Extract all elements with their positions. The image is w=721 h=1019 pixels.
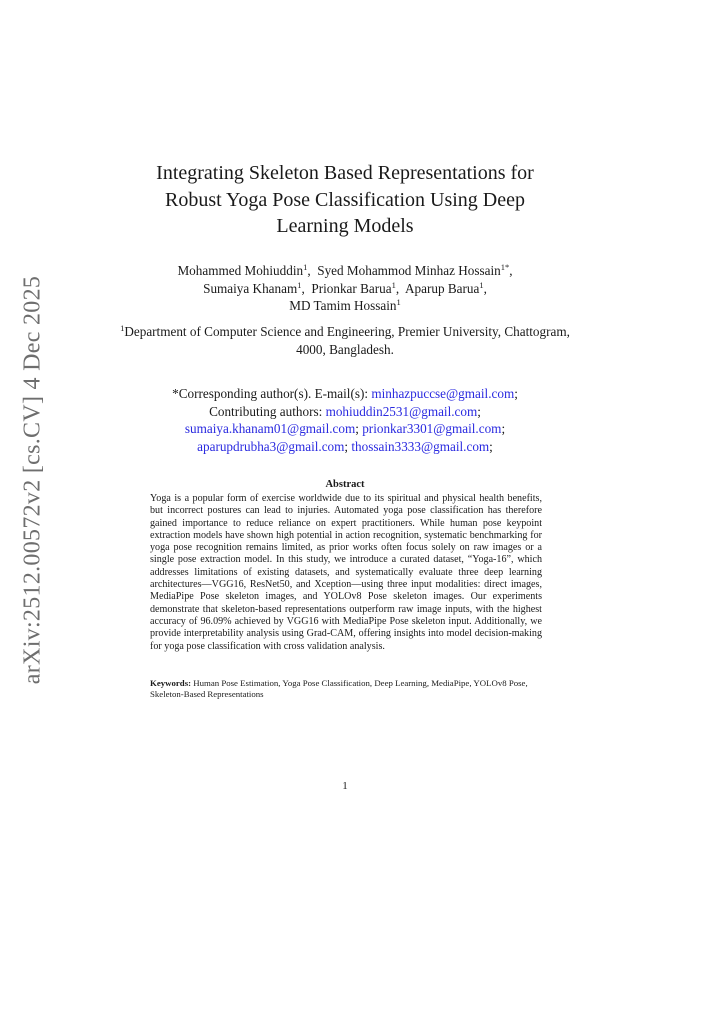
- author-name: Mohammed Mohiuddin: [177, 263, 304, 278]
- email-link[interactable]: prionkar3301@gmail.com: [362, 421, 502, 436]
- email-separator: ;: [514, 386, 518, 401]
- author-name: Syed Mohammod Minhaz Hossain: [317, 263, 501, 278]
- email-link[interactable]: thossain3333@gmail.com: [351, 438, 490, 454]
- author-mark: 1: [396, 297, 401, 307]
- email-link[interactable]: aparupdrubha3@gmail.com: [197, 438, 345, 454]
- abstract-heading: Abstract: [325, 479, 365, 490]
- affiliation-text: Department of Computer Science and Engineering, Premier University, Chattogram, 4000, Bangladesh.: [124, 324, 570, 357]
- author-name: Aparup Barua: [405, 280, 480, 296]
- author-mark: 1: [297, 279, 302, 290]
- email-link[interactable]: mohiuddin2531@gmail.com: [325, 403, 478, 419]
- affiliation: [120, 323, 570, 358]
- abstract-text: Yoga is a popular form of exercise worldwide due to its spiritual and physical health benefits, but incorrect postures can lead to injuries. Automated yoga pose classification has therefore gained importance to reduce reliance on expert practitioners. While human pose keypoint extraction models have shown high potential in action recognition, systematic benchmarking for yoga pose recognition remains limited, as prior works often focus solely on raw images or a single pose extraction model. In this study, we introduce a curated dataset, “Yoga-16”, which addresses limitations of existing datasets, and systematically evaluate three deep learning architectures—VGG16, ResNet50, and Xception—using three input modalities: direct images, MediaPipe Pose skeleton images, and YOLOv8 Pose skeleton images. Our experiments demonstrate that skeleton-based representations outperform raw image inputs, with the highest accuracy of 96.09% achieved by VGG16 with MediaPipe Pose skeleton input. Additionally, we provide interpretability analysis using Grad-CAM, offering insights into model decision-making for yoga pose classification with cross validation analysis.: [150, 493, 542, 652]
- affiliation-mark: 1: [120, 323, 125, 333]
- page-number: 1: [342, 780, 348, 792]
- contact-emails: [120, 385, 570, 455]
- arxiv-identifier: [18, 275, 48, 685]
- author-mark: 1: [479, 279, 484, 290]
- email-separator: ;: [489, 438, 493, 454]
- arxiv-identifier-text: arXiv:2512.00572v2 [cs.CV] 4 Dec 2025: [19, 275, 46, 685]
- email-link[interactable]: sumaiya.khanam01@gmail.com: [184, 421, 356, 436]
- email-link[interactable]: minhazpuccse@gmail.com: [371, 386, 515, 401]
- author-name: Sumaiya Khanam: [203, 280, 298, 296]
- author-list: Mohammed Mohiuddin$^1$, Syed Mohammod Minhaz Hossain$^{1*}$, Sumaiya Khanam$^1$, Prionkar Barua$^1$, Aparup Barua$^1$, MD Tamim Hossain$^1$: [177, 262, 513, 313]
- author-name: Prionkar Barua: [311, 280, 392, 296]
- email-separator: ;: [477, 403, 481, 419]
- paper-title: Integrating Skeleton Based Representations for Robust Yoga Pose Classification Using Deep Learning Models: [156, 162, 534, 237]
- email-separator: ;: [501, 421, 506, 436]
- keywords-label: Keywords:: [150, 678, 192, 688]
- author-mark: 1: [391, 279, 396, 290]
- author-mark: 1: [303, 262, 308, 272]
- email-separator: ;: [344, 438, 349, 454]
- contributing-label: Contributing authors:: [209, 403, 323, 419]
- corresponding-label: *Corresponding author(s). E-mail(s):: [172, 386, 369, 401]
- author-mark: 1*: [500, 262, 510, 272]
- email-separator: ;: [355, 421, 359, 436]
- author-name: MD Tamim Hossain: [289, 298, 397, 313]
- keywords-text: Human Pose Estimation, Yoga Pose Classification, Deep Learning, MediaPipe, YOLOv8 Pose, Skeleton-Based Representations: [150, 678, 528, 699]
- keywords: [150, 678, 542, 700]
